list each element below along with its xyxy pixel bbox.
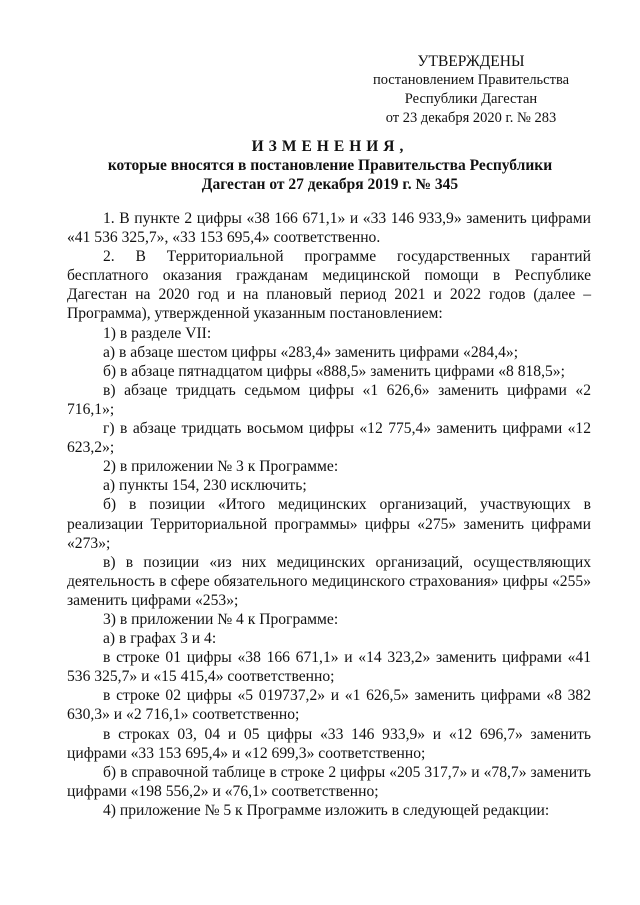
title-subtitle-line1: которые вносятся в постановление Правительства Республики [107, 157, 553, 174]
paragraph: г) в абзаце тридцать восьмом цифры «12 775,4» заменить цифрами «12 623,2»; [67, 420, 591, 457]
title-heading: ИЗМЕНЕНИЯ, [251, 138, 409, 155]
approval-heading: УТВЕРЖДЕНЫ [417, 53, 525, 70]
paragraph: 3) в приложении № 4 к Программе: [103, 610, 339, 628]
paragraph: 1) в разделе VII: [103, 324, 212, 342]
title-subtitle-line2: Дагестан от 27 декабря 2019 г. № 345 [201, 176, 459, 193]
paragraph: в) абзаце тридцать седьмом цифры «1 626,6» заменить цифрами «2 716,1»; [67, 381, 591, 418]
paragraph: а) в графах 3 и 4: [103, 630, 217, 648]
paragraph: б) в абзаце пятнадцатом цифры «888,5» заменить цифрами «8 818,5»; [103, 362, 565, 380]
paragraph: а) в абзаце шестом цифры «283,4» заменить цифрами «284,4»; [103, 343, 519, 361]
paragraph: 2) в приложении № 3 к Программе: [103, 458, 339, 476]
paragraph: 1. В пункте 2 цифры «38 166 671,1» и «33 146 933,9» заменить цифрами «41 536 325,7», «33 153 695,4» соответственно. [67, 210, 591, 247]
paragraph: б) в позиции «Итого медицинских организаций, участвующих в реализации Территориальной программы» цифры «275» заменить цифрами «273»; [67, 496, 591, 552]
approval-line-republic: Республики Дагестан [404, 91, 538, 107]
paragraph: а) пункты 154, 230 исключить; [103, 477, 307, 495]
paragraph: 4) приложение № 5 к Программе изложить в следующей редакции: [103, 801, 550, 819]
approval-line-decree: постановлением Правительства [372, 72, 570, 88]
paragraph: в) в позиции «из них медицинских организаций, осуществляющих деятельность в сфере обязательного медицинского страхования» цифры «255» заменить цифрами «253»; [67, 553, 591, 609]
paragraph: в строках 03, 04 и 05 цифры «33 146 933,9» и «12 696,7» заменить цифрами «33 153 695,4» и «12 699,3» соответственно; [67, 725, 591, 762]
paragraph: в строке 01 цифры «38 166 671,1» и «14 323,2» заменить цифрами «41 536 325,7» и «15 415,4» соответственно; [67, 649, 591, 686]
approval-line-date: от 23 декабря 2020 г. № 283 [385, 110, 557, 126]
approval-stamp [356, 52, 586, 128]
paragraph: б) в справочной таблице в строке 2 цифры «205 317,7» и «78,7» заменить цифрами «198 556,2» и «76,1» соответственно; [67, 763, 591, 800]
paragraph: 2. В Территориальной программе государственных гарантий бесплатного оказания гражданам медицинской помощи в Республике Дагестан на 2020 год и на плановый период 2021 и 2022 годов (далее – Программа), утвержденной указанным постановлением: [67, 248, 591, 323]
document-title [70, 137, 590, 194]
document-body [67, 209, 591, 820]
paragraph: в строке 02 цифры «5 019737,2» и «1 626,5» заменить цифрами «8 382 630,3» и «2 716,1» соответственно; [67, 687, 591, 724]
